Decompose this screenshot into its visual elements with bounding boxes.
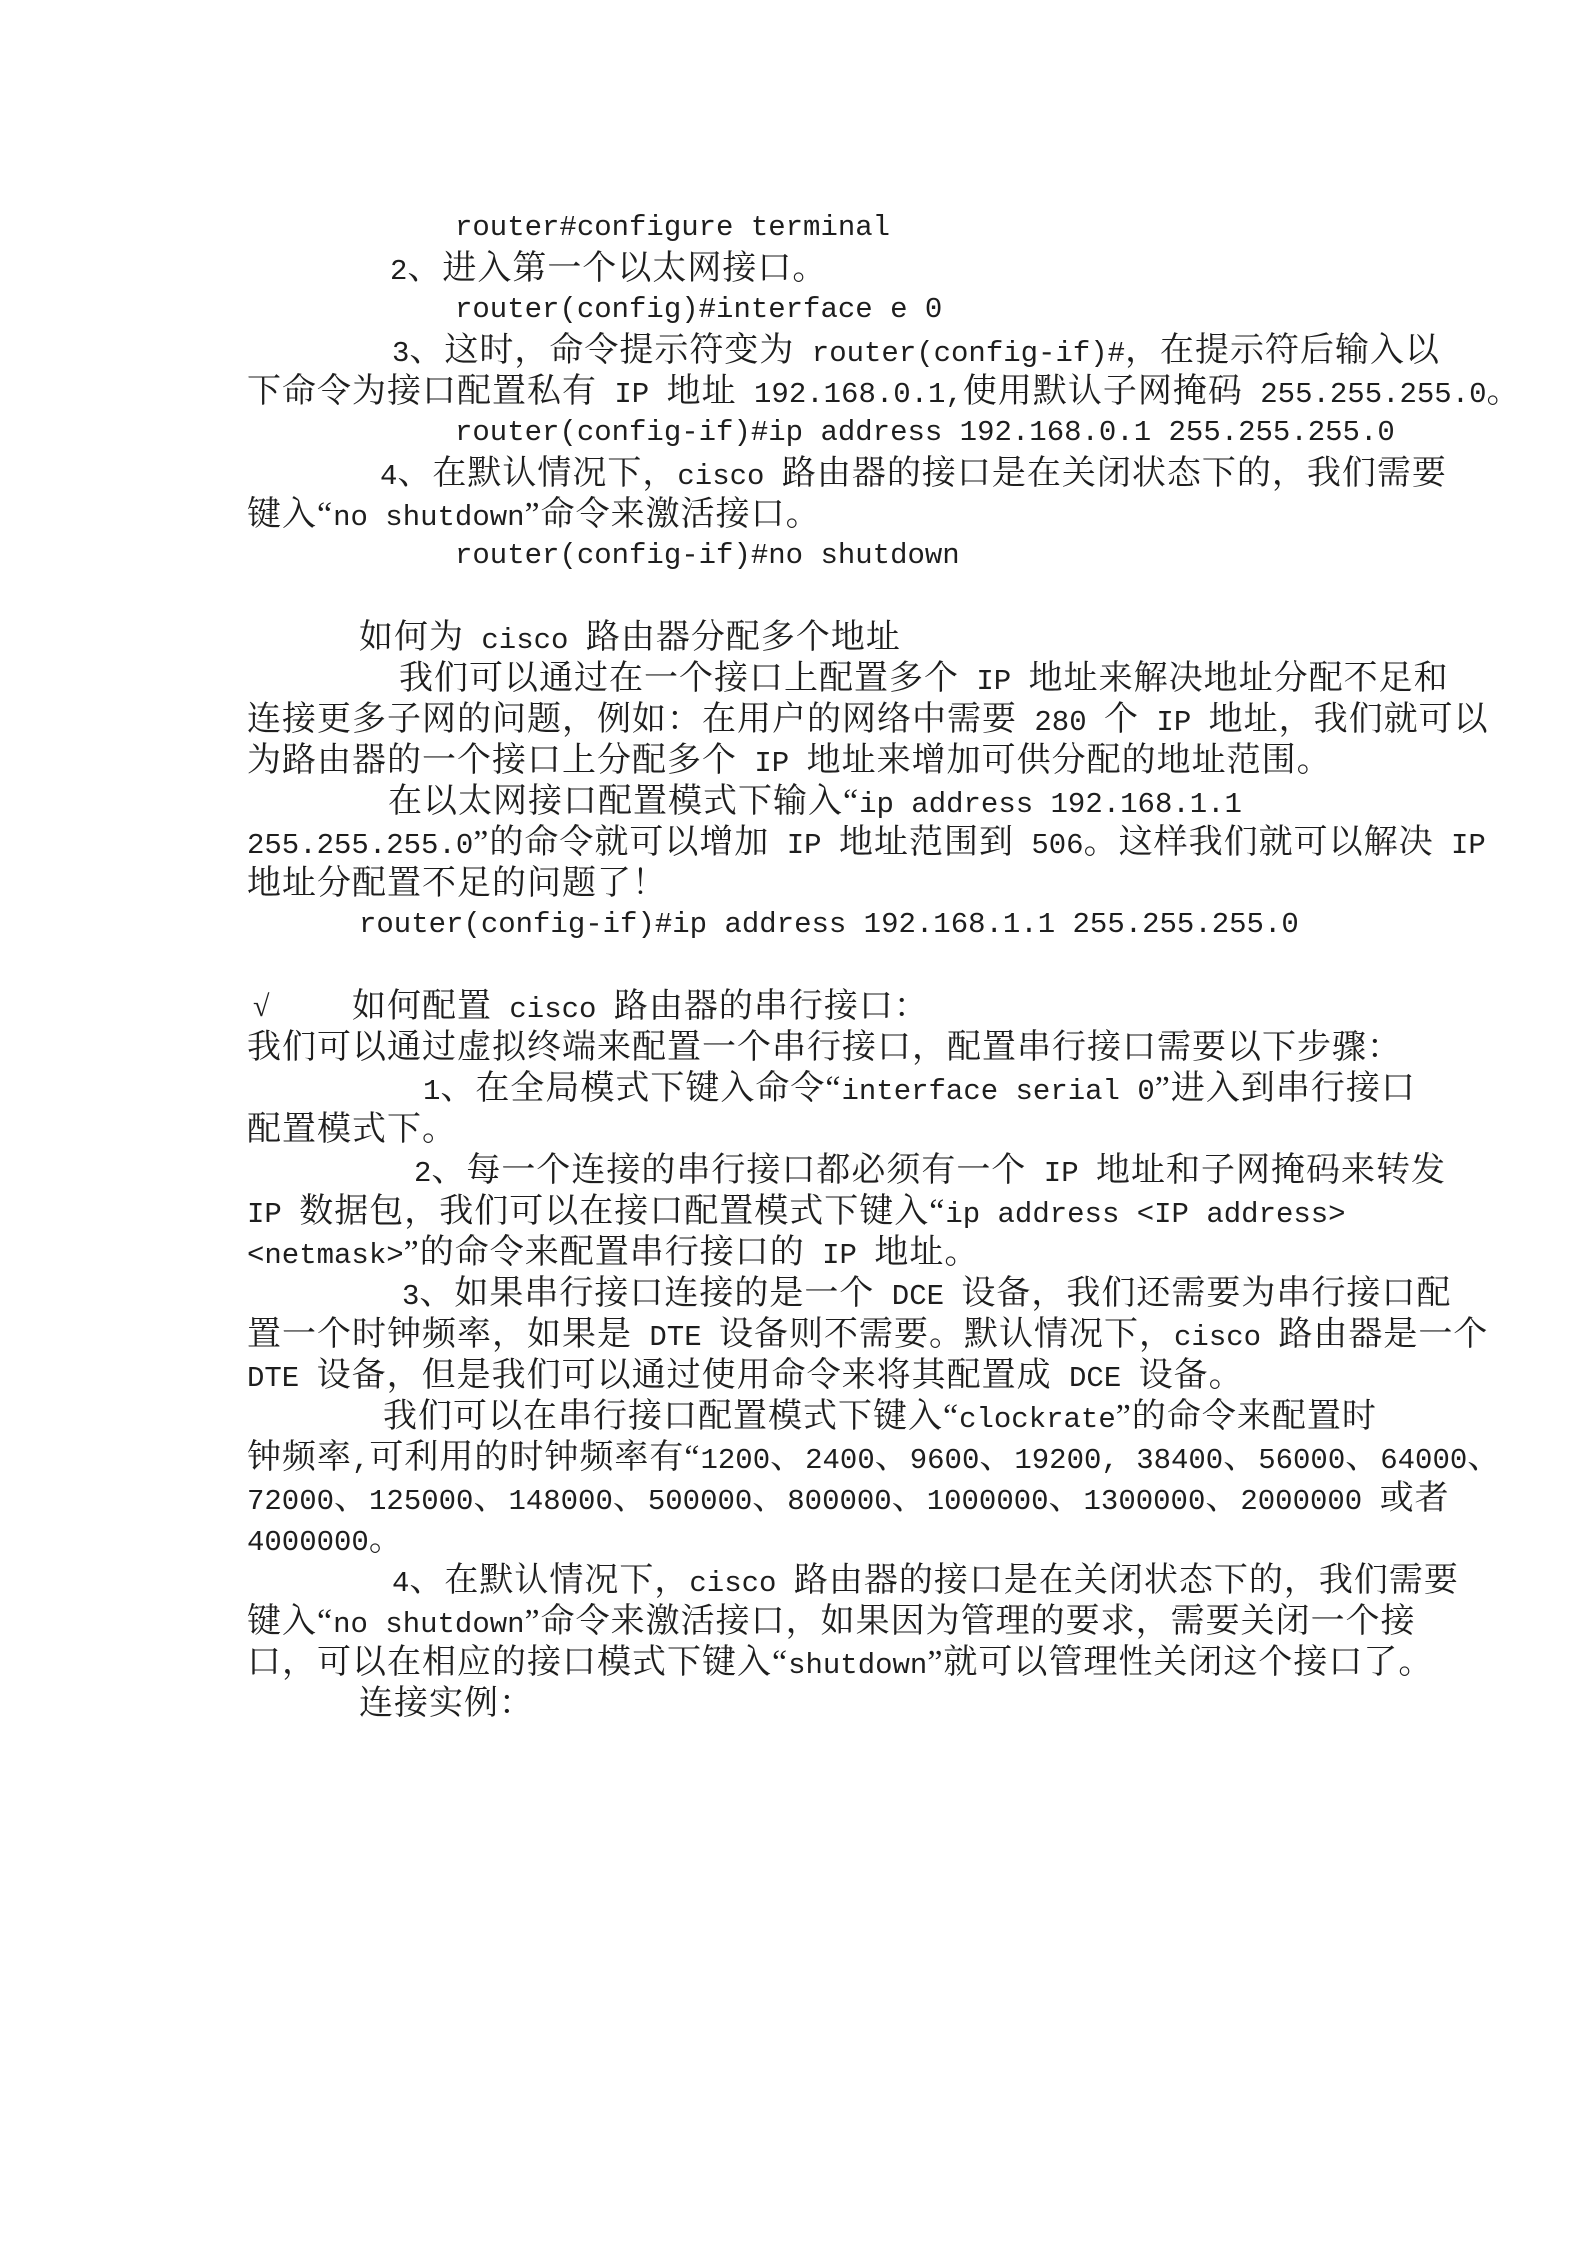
text-line: 我们可以在串行接口配置模式下键入“clockrate”的命令来配置时 <box>383 1398 1377 1436</box>
blank-line <box>247 945 1447 986</box>
text-line: IP 数据包，我们可以在接口配置模式下键入“ip address <IP address> <box>247 1193 1346 1231</box>
text-line: DTE 设备，但是我们可以通过使用命令来将其配置成 DCE 设备。 <box>247 1357 1244 1395</box>
text-line: 4、在默认情况下，cisco 路由器的接口是在关闭状态下的，我们需要 <box>392 1562 1459 1600</box>
text-line: 下命令为接口配置私有 IP 地址 192.168.0.1,使用默认子网掩码 255.255.255.0。 <box>247 373 1522 411</box>
command-line: router(config-if)#ip address 192.168.0.1 255.255.255.0 <box>455 416 1395 449</box>
text-line: 键入“no shutdown”命令来激活接口。 <box>247 496 821 534</box>
text-line: 连接实例： <box>359 1685 534 1722</box>
text-line: 2、每一个连接的串行接口都必须有一个 IP 地址和子网掩码来转发 <box>414 1152 1447 1190</box>
text-line: 我们可以通过在一个接口上配置多个 IP 地址来解决地址分配不足和 <box>399 660 1449 698</box>
document-body <box>247 207 1522 1724</box>
command-line: router(config-if)#ip address 192.168.1.1 255.255.255.0 <box>359 908 1299 941</box>
text-line: 3、这时，命令提示符变为 router(config-if)#，在提示符后输入以 <box>392 332 1441 370</box>
text-line: 4、在默认情况下，cisco 路由器的接口是在关闭状态下的，我们需要 <box>380 455 1447 493</box>
text-line: 钟频率,可利用的时钟频率有“1200、2400、9600、19200, 38400、56000、64000、 <box>247 1439 1503 1477</box>
text-line: √ 如何配置 cisco 路由器的串行接口： <box>253 988 929 1026</box>
text-line: 72000、125000、148000、500000、800000、1000000、1300000、2000000 或者 <box>247 1480 1450 1518</box>
text-line: 1、在全局模式下键入命令“interface serial 0”进入到串行接口 <box>423 1070 1416 1108</box>
text-line: 2、进入第一个以太网接口。 <box>390 250 828 288</box>
text-line: 地址分配置不足的问题了！ <box>247 865 667 902</box>
text-line: 连接更多子网的问题，例如：在用户的网络中需要 280 个 IP 地址，我们就可以 <box>247 701 1489 739</box>
text-line: 在以太网接口配置模式下输入“ip address 192.168.1.1 <box>388 783 1242 821</box>
text-line: 我们可以通过虚拟终端来配置一个串行接口，配置串行接口需要以下步骤： <box>247 1029 1402 1066</box>
text-line: <netmask>”的命令来配置串行接口的 IP 地址。 <box>247 1234 980 1272</box>
text-line: 如何为 cisco 路由器分配多个地址 <box>359 619 901 657</box>
blank-line <box>247 576 1447 617</box>
command-line: router(config-if)#no shutdown <box>455 539 960 572</box>
text-line: 3、如果串行接口连接的是一个 DCE 设备，我们还需要为串行接口配 <box>402 1275 1452 1313</box>
text-line: 配置模式下。 <box>247 1111 457 1148</box>
command-line: router(config)#interface e 0 <box>455 293 943 326</box>
text-line: 为路由器的一个接口上分配多个 IP 地址来增加可供分配的地址范围。 <box>247 742 1332 780</box>
text-line: 键入“no shutdown”命令来激活接口，如果因为管理的要求，需要关闭一个接 <box>247 1603 1416 1641</box>
text-line: 口，可以在相应的接口模式下键入“shutdown”就可以管理性关闭这个接口了。 <box>247 1644 1434 1682</box>
text-line: 4000000。 <box>247 1521 404 1559</box>
command-line: router#configure terminal <box>455 211 891 244</box>
text-line: 255.255.255.0”的命令就可以增加 IP 地址范围到 506。这样我们就可以解决 IP <box>247 824 1486 862</box>
text-line: 置一个时钟频率，如果是 DTE 设备则不需要。默认情况下，cisco 路由器是一个 <box>247 1316 1489 1354</box>
checkmark-bullet: √ <box>253 990 270 1023</box>
